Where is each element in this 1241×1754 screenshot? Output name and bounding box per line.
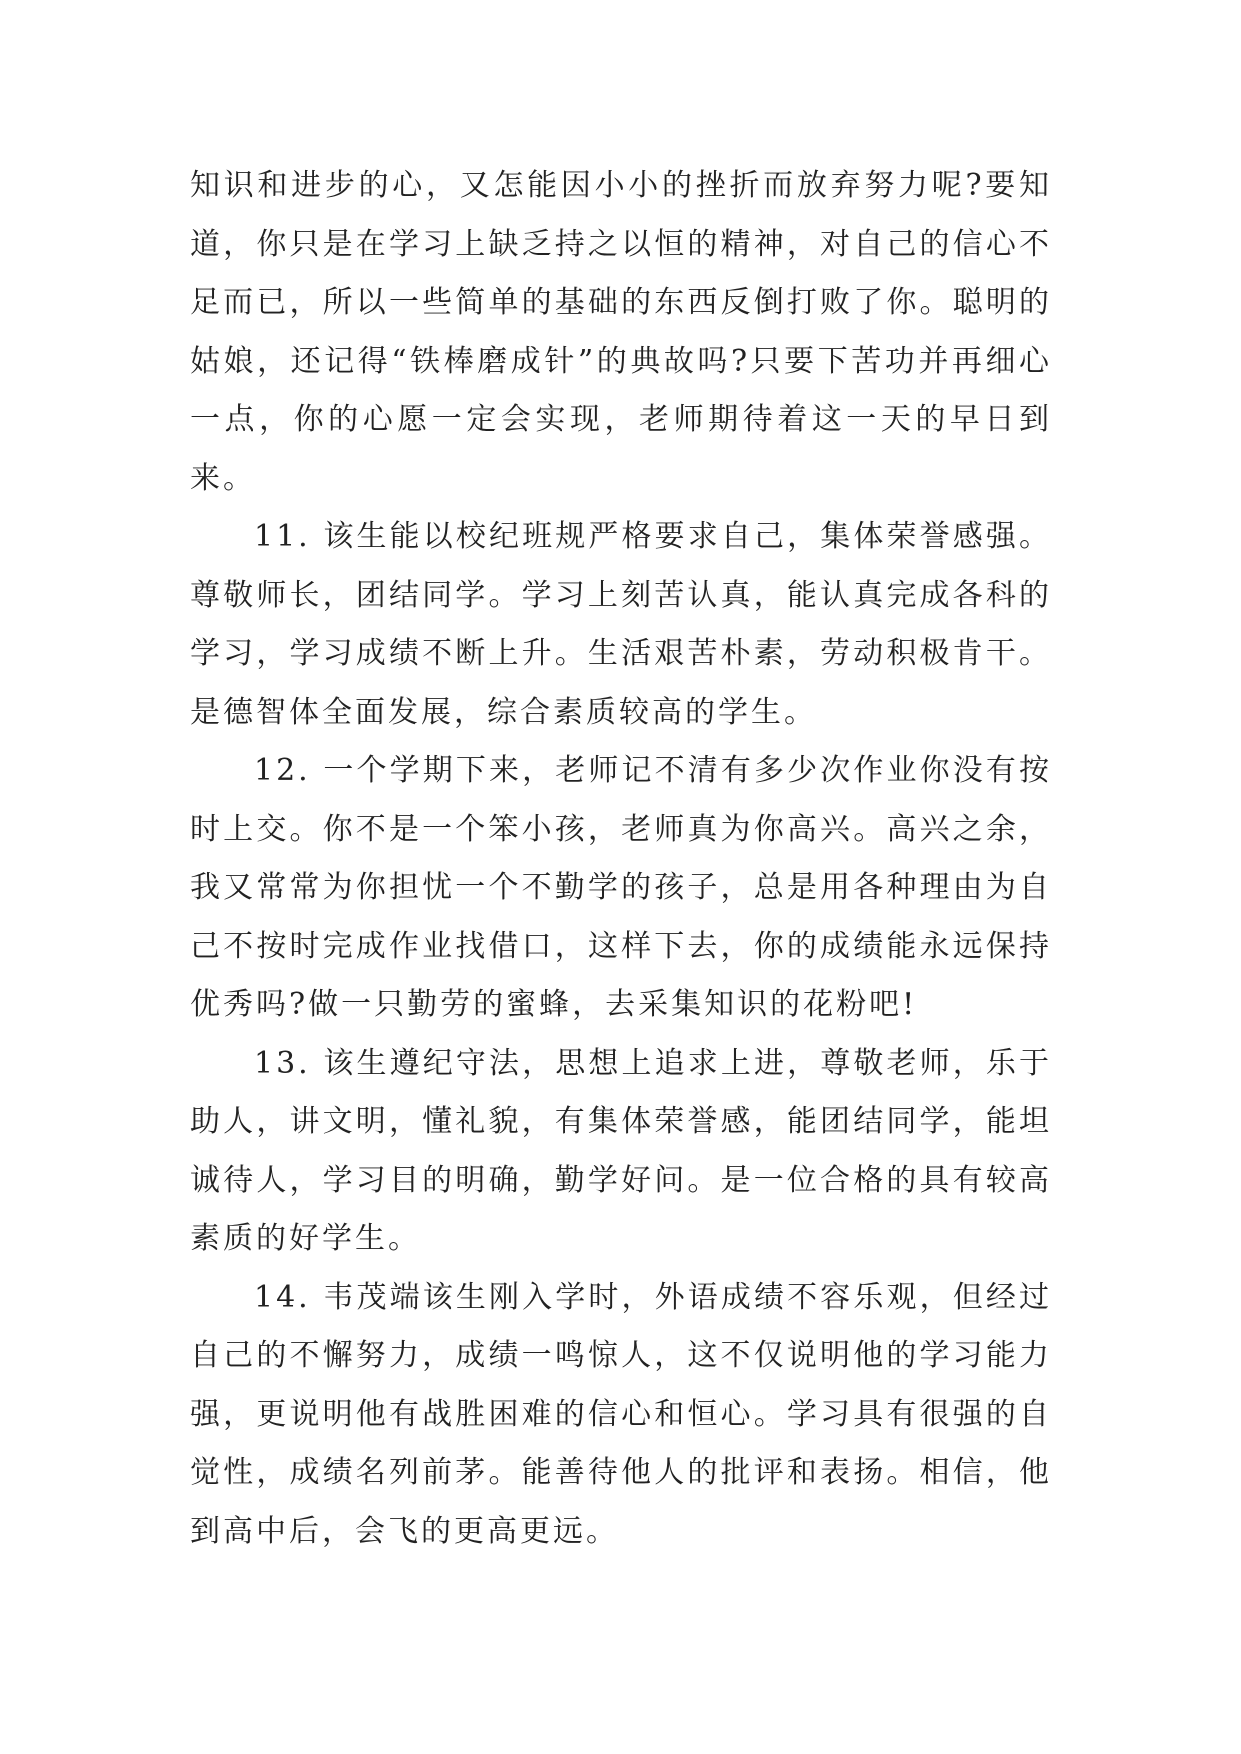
- paragraph-comment-11: 11. 该生能以校纪班规严格要求自己，集体荣誉感强。尊敬师长，团结同学。学习上刻苦认真，能认真完成各科的学习，学习成绩不断上升。生活艰苦朴素，劳动积极肯干。是德智体全面发展，综合素质较高的学生。: [190, 519, 1052, 730]
- document-body: [190, 157, 1052, 1561]
- paragraph-comment-14: 14. 韦茂端该生刚入学时，外语成绩不容乐观，但经过自己的不懈努力，成绩一鸣惊人，这不仅说明他的学习能力强，更说明他有战胜困难的信心和恒心。学习具有很强的自觉性，成绩名列前茅。能善待他人的批评和表扬。相信，他到高中后，会飞的更高更远。: [190, 1279, 1052, 1549]
- paragraph-comment-12: 12. 一个学期下来，老师记不清有多少次作业你没有按时上交。你不是一个笨小孩，老师真为你高兴。高兴之余，我又常常为你担忧一个不勤学的孩子，总是用各种理由为自己不按时完成作业找借口，这样下去，你的成绩能永远保持优秀吗?做一只勤劳的蜜蜂，去采集知识的花粉吧!: [190, 753, 1052, 1022]
- paragraph-comment-13: 13. 该生遵纪守法，思想上追求上进，尊敬老师，乐于助人，讲文明，懂礼貌，有集体荣誉感，能团结同学，能坦诚待人，学习目的明确，勤学好问。是一位合格的具有较高素质的好学生。: [190, 1045, 1052, 1256]
- paragraph-continuation: 知识和进步的心，又怎能因小小的挫折而放弃努力呢?要知道，你只是在学习上缺乏持之以恒的精神，对自己的信心不足而已，所以一些简单的基础的东西反倒打败了你。聪明的姑娘，还记得“铁棒磨成针”的典故吗?只要下苦功并再细心一点，你的心愿一定会实现，老师期待着这一天的早日到来。: [190, 168, 1052, 496]
